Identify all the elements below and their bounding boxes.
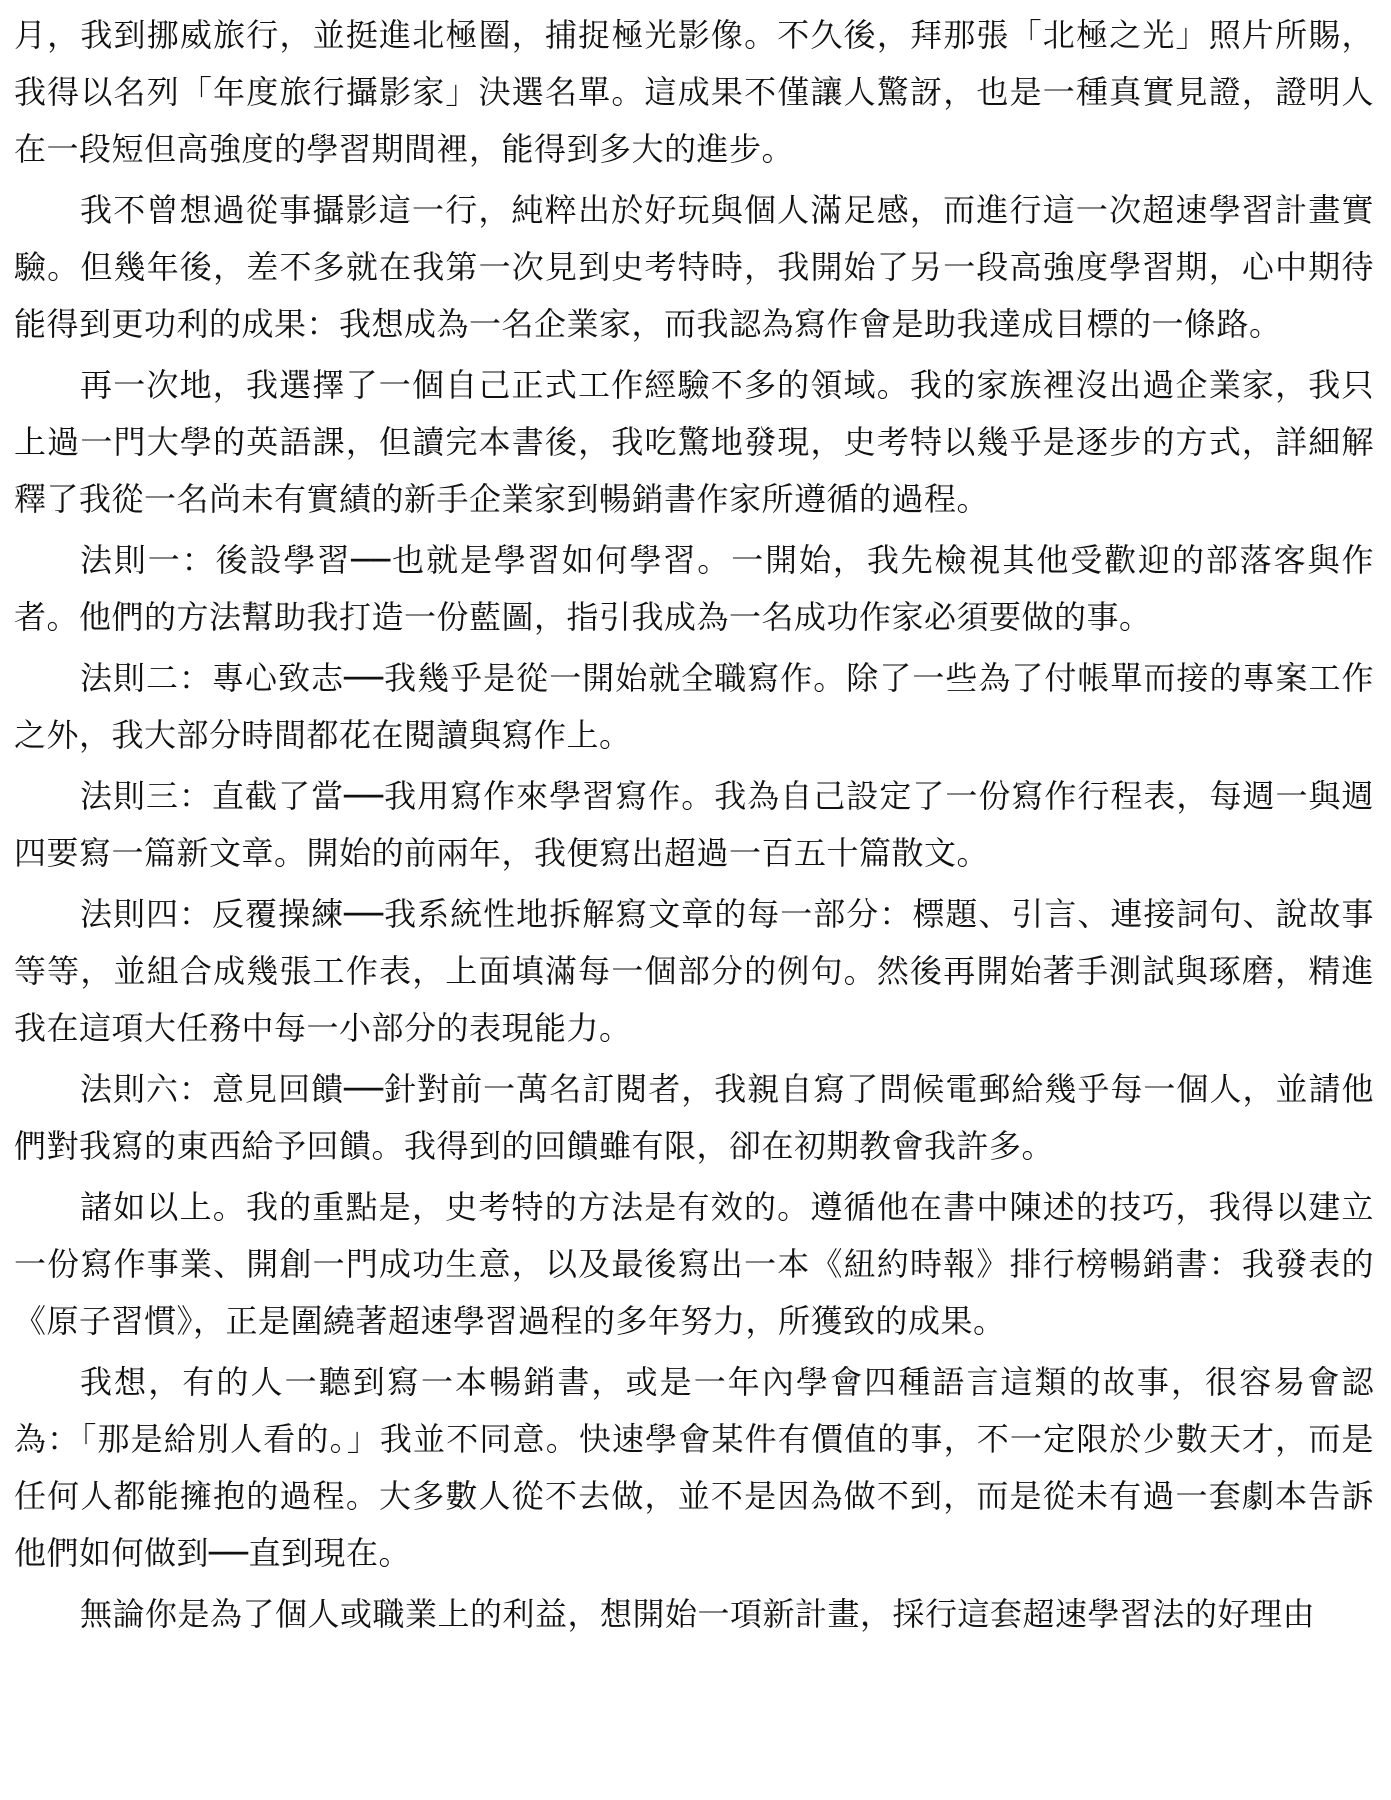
paragraph-rule-two: 法則二：專心致志──我幾乎是從一開始就全職寫作。除了一些為了付帳單而接的專案工作之外，我大部分時間都花在閱讀與寫作上。 bbox=[14, 659, 1374, 754]
document-page bbox=[14, 0, 1374, 1800]
paragraph-closing: 無論你是為了個人或職業上的利益，想開始一項新計畫，採行這套超速學習法的好理由 bbox=[80, 1595, 1316, 1633]
paragraph-rule-six: 法則六：意見回饋──針對前一萬名訂閱者，我親自寫了問候電郵給幾乎每一個人，並請他們對我寫的東西給予回饋。我得到的回饋雖有限，卻在初期教會我許多。 bbox=[14, 1070, 1374, 1165]
paragraph-rule-four: 法則四：反覆操練──我系統性地拆解寫文章的每一部分：標題、引言、連接詞句、說故事等等，並組合成幾張工作表，上面填滿每一個部分的例句。然後再開始著手測試與琢磨，精進我在這項大任務中每一小部分的表現能力。 bbox=[14, 895, 1374, 1047]
paragraph-rule-three: 法則三：直截了當──我用寫作來學習寫作。我為自己設定了一份寫作行程表，每週一與週四要寫一篇新文章。開始的前兩年，我便寫出超過一百五十篇散文。 bbox=[14, 777, 1374, 872]
paragraph-rule-one: 法則一：後設學習──也就是學習如何學習。一開始，我先檢視其他受歡迎的部落客與作者。他們的方法幫助我打造一份藍圖，指引我成為一名成功作家必須要做的事。 bbox=[14, 541, 1374, 636]
paragraph-aurora-photo: 月，我到挪威旅行，並挺進北極圈，捕捉極光影像。不久後，拜那張「北極之光」照片所賜，我得以名列「年度旅行攝影家」決選名單。這成果不僅讓人驚訝，也是一種真實見證，證明人在一段短但高強度的學習期間裡，能得到多大的進步。 bbox=[14, 16, 1374, 168]
paragraph-summary: 諸如以上。我的重點是，史考特的方法是有效的。遵循他在書中陳述的技巧，我得以建立一份寫作事業、開創一門成功生意，以及最後寫出一本《紐約時報》排行榜暢銷書：我發表的《原子習慣》，正是圍繞著超速學習過程的多年努力，所獲致的成果。 bbox=[14, 1188, 1374, 1340]
paragraph-bestseller: 我想，有的人一聽到寫一本暢銷書，或是一年內學會四種語言這類的故事，很容易會認為：「那是給別人看的。」我並不同意。快速學會某件有價值的事，不一定限於少數天才，而是任何人都能擁抱的過程。大多數人從不去做，並不是因為做不到，而是從未有過一套劇本告訴他們如何做到──直到現在。 bbox=[14, 1363, 1374, 1572]
paragraph-new-field: 再一次地，我選擇了一個自己正式工作經驗不多的領域。我的家族裡沒出過企業家，我只上過一門大學的英語課，但讀完本書後，我吃驚地發現，史考特以幾乎是逐步的方式，詳細解釋了我從一名尚未有實績的新手企業家到暢銷書作家所遵循的過程。 bbox=[14, 366, 1374, 518]
paragraph-photography-experiment: 我不曾想過從事攝影這一行，純粹出於好玩與個人滿足感，而進行這一次超速學習計畫實驗。但幾年後，差不多就在我第一次見到史考特時，我開始了另一段高強度學習期，心中期待能得到更功利的成果：我想成為一名企業家，而我認為寫作會是助我達成目標的一條路。 bbox=[14, 191, 1374, 343]
